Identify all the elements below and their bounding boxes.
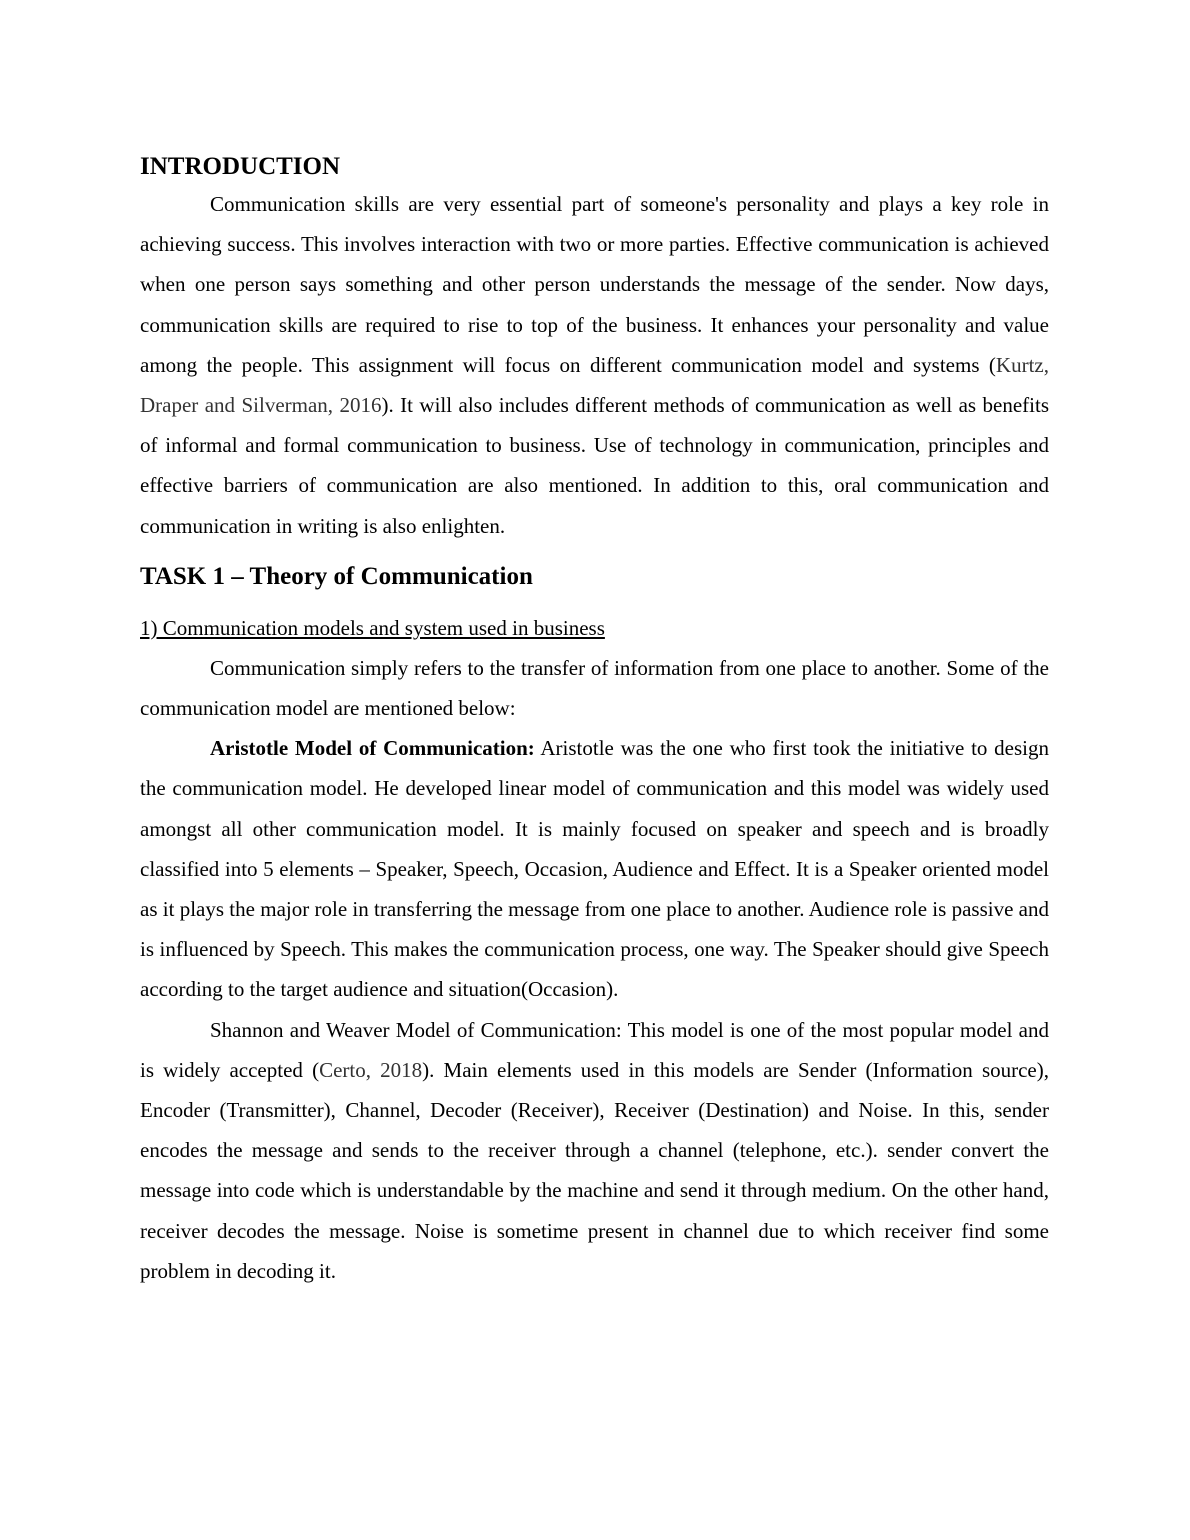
task1-subheading: 1) Communication models and system used in business xyxy=(140,615,605,640)
shannon-text-part1: Shannon and Weaver Model of Communication: This model is one of the most popular model and is widely accepted ( xyxy=(140,1017,1049,1082)
introduction-heading: INTRODUCTION xyxy=(140,153,341,180)
task1-intro-paragraph: Communication simply refers to the transfer of information from one place to another. Some of the communication model are mentioned below: xyxy=(140,655,1049,721)
introduction-text-part1: Communication skills are very essential part of someone's personality and plays a key role in achieving success. This involves interaction with two or more parties. Effective communication is achieved when one person says something and other person understands the message of the sender. Now days, communication skills are required to rise to top of the business. It enhances your personality and value among the people. This assignment will focus on different communication model and systems ( xyxy=(140,192,1049,377)
shannon-text-part2: ). Main elements used in this models are Sender (Information source), Encoder (Transmitter), Channel, Decoder (Receiver), Receiver (Destination) and Noise. In this, sender encodes the message and sends to the receiver through a channel (telephone, etc.). sender convert the message into code which is understandable by the machine and send it through medium. On the other hand, receiver decodes the message. Noise is sometime present in channel due to which receiver find some problem in decoding it. xyxy=(140,1057,1050,1283)
aristotle-text: Aristotle was the one who first took the initiative to design the communication model. He developed linear model of communication and this model was widely used amongst all other communication model. It is mainly focused on speaker and speech and is broadly classified into 5 elements – Speaker, Speech, Occasion, Audience and Effect. It is a Speaker oriented model as it plays the major role in transferring the message from one place to another. Audience role is passive and is influenced by Speech. This makes the communication process, one way. The Speaker should give Speech according to the target audience and situation(Occasion). xyxy=(140,736,1049,1002)
introduction-text-part2: ). It will also includes different methods of communication as well as benefits of informal and formal communication to business. Use of technology in communication, principles and effective barriers of communication are also mentioned. In addition to this, oral communication and communication in writing is also enlighten. xyxy=(140,393,1050,538)
introduction-paragraph xyxy=(140,184,1049,546)
document-page xyxy=(140,150,1049,1291)
task1-heading: TASK 1 – Theory of Communication xyxy=(140,562,533,590)
introduction-citation: Kurtz, Draper and Silverman, 2016 xyxy=(140,352,1049,418)
aristotle-label: Aristotle Model of Communication: xyxy=(210,736,535,761)
shannon-weaver-paragraph xyxy=(140,1010,1049,1291)
shannon-citation: Certo, 2018 xyxy=(319,1057,423,1082)
aristotle-paragraph xyxy=(140,728,1049,1009)
